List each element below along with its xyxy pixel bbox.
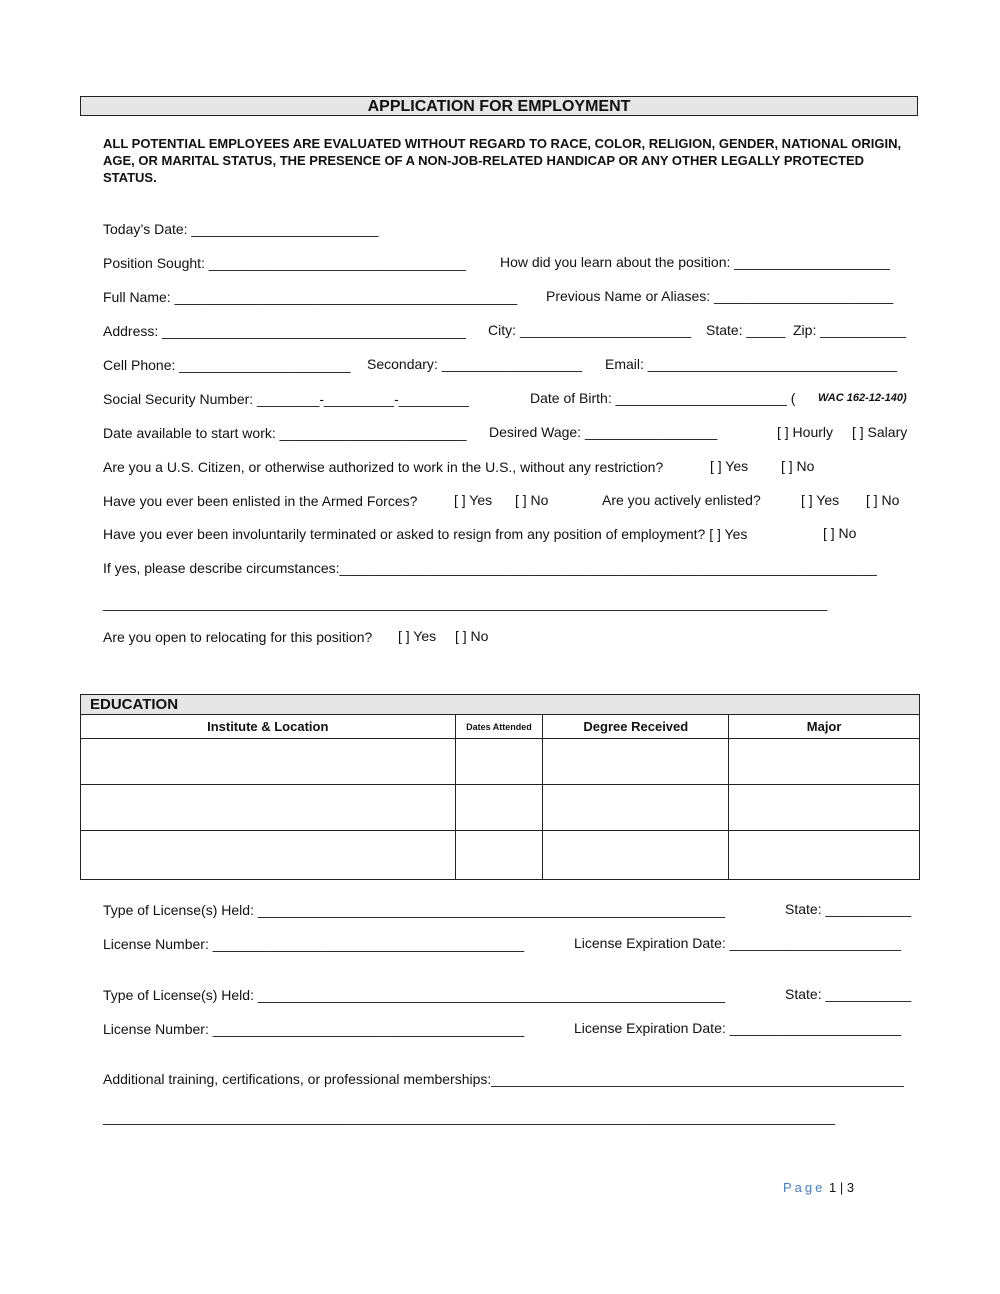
zip-field[interactable]: Zip: ___________: [793, 322, 906, 338]
terminated-question[interactable]: Have you ever been involuntarily terminated or asked to resign from any position of employment? [ ] Yes: [103, 526, 748, 542]
table-row: [81, 831, 920, 880]
major-cell[interactable]: [729, 739, 920, 785]
table-row: [81, 785, 920, 831]
education-table: [80, 714, 920, 880]
armed-yes-checkbox[interactable]: [ ] Yes: [454, 492, 493, 508]
license-number-field-2[interactable]: License Number: ________________________________________: [103, 1021, 525, 1037]
degree-cell[interactable]: [543, 785, 729, 831]
license-expiration-field-1[interactable]: License Expiration Date: ______________________: [574, 935, 901, 951]
title-bar: [80, 96, 918, 116]
relocate-question: Are you open to relocating for this position?: [103, 629, 373, 645]
todays-date-field[interactable]: Today’s Date: ________________________: [103, 221, 379, 237]
relocate-no-checkbox[interactable]: [ ] No: [455, 628, 489, 644]
institute-cell[interactable]: [81, 785, 456, 831]
license-state-field-2[interactable]: State: ___________: [785, 986, 912, 1002]
col-degree: Degree Received: [543, 715, 729, 739]
page-title: APPLICATION FOR EMPLOYMENT: [367, 98, 631, 115]
salary-checkbox[interactable]: [ ] Salary: [852, 424, 908, 440]
dob-field[interactable]: Date of Birth: ______________________ (: [530, 390, 796, 406]
degree-cell[interactable]: [543, 739, 729, 785]
degree-cell[interactable]: [543, 831, 729, 880]
circumstances-line-2[interactable]: _____________________________________________________________________________________________: [103, 595, 828, 611]
wac-reference: WAC 162-12-140): [818, 392, 907, 404]
address-field[interactable]: Address: _______________________________________: [103, 323, 466, 339]
col-dates: Dates Attended: [455, 715, 543, 739]
education-heading: EDUCATION: [90, 696, 179, 713]
license-state-field-1[interactable]: State: ___________: [785, 901, 912, 917]
state-field[interactable]: State: _____: [706, 322, 786, 338]
eeo-notice: ALL POTENTIAL EMPLOYEES ARE EVALUATED WITHOUT REGARD TO RACE, COLOR, RELIGION, GENDER, NATIONAL ORIGIN, AGE, OR MARITAL STATUS, THE PRESENCE OF A NON-JOB-RELATED HANDICAP OR ANY OTHER LEGALLY PROTECTED STATUS.: [103, 136, 902, 185]
previous-name-field[interactable]: Previous Name or Aliases: _______________________: [546, 288, 894, 304]
page-number: 1 | 3: [829, 1180, 855, 1195]
major-cell[interactable]: [729, 785, 920, 831]
hourly-checkbox[interactable]: [ ] Hourly: [777, 424, 834, 440]
col-institute: Institute & Location: [81, 715, 456, 739]
active-enlisted-question: Are you actively enlisted?: [602, 492, 761, 508]
page-footer: [783, 1180, 854, 1195]
ssn-field[interactable]: Social Security Number: ________-_________-_________: [103, 391, 469, 407]
armed-forces-question: Have you ever been enlisted in the Armed Forces?: [103, 493, 418, 509]
citizen-no-checkbox[interactable]: [ ] No: [781, 458, 815, 474]
education-header: [80, 694, 920, 714]
table-row: [81, 739, 920, 785]
license-type-field-2[interactable]: Type of License(s) Held: ____________________________________________________________: [103, 987, 726, 1003]
license-number-field-1[interactable]: License Number: ________________________________________: [103, 936, 525, 952]
how-learn-field[interactable]: How did you learn about the position: ____________________: [500, 254, 890, 270]
additional-training-field[interactable]: Additional training, certifications, or professional memberships:_____________________________________________________: [103, 1071, 904, 1087]
major-cell[interactable]: [729, 831, 920, 880]
page-label: Page: [783, 1180, 826, 1195]
city-field[interactable]: City: ______________________: [488, 322, 692, 338]
citizen-yes-checkbox[interactable]: [ ] Yes: [710, 458, 749, 474]
license-expiration-field-2[interactable]: License Expiration Date: ______________________: [574, 1020, 901, 1036]
dates-cell[interactable]: [455, 785, 543, 831]
secondary-phone-field[interactable]: Secondary: __________________: [367, 356, 582, 372]
email-field[interactable]: Email: ________________________________: [605, 356, 897, 372]
armed-no-checkbox[interactable]: [ ] No: [515, 492, 549, 508]
full-name-field[interactable]: Full Name: ____________________________________________: [103, 289, 518, 305]
active-yes-checkbox[interactable]: [ ] Yes: [801, 492, 840, 508]
dates-cell[interactable]: [455, 739, 543, 785]
license-type-field-1[interactable]: Type of License(s) Held: ____________________________________________________________: [103, 902, 726, 918]
institute-cell[interactable]: [81, 739, 456, 785]
cell-phone-field[interactable]: Cell Phone: ______________________: [103, 357, 351, 373]
relocate-yes-checkbox[interactable]: [ ] Yes: [398, 628, 437, 644]
additional-training-line-2[interactable]: ______________________________________________________________________________________________: [103, 1109, 835, 1125]
education-header-row: [81, 715, 920, 739]
date-available-field[interactable]: Date available to start work: ________________________: [103, 425, 467, 441]
active-no-checkbox[interactable]: [ ] No: [866, 492, 900, 508]
terminated-no-checkbox[interactable]: [ ] No: [823, 525, 857, 541]
dates-cell[interactable]: [455, 831, 543, 880]
institute-cell[interactable]: [81, 831, 456, 880]
circumstances-field[interactable]: If yes, please describe circumstances:_____________________________________________________________________: [103, 560, 877, 576]
position-sought-field[interactable]: Position Sought: _________________________________: [103, 255, 466, 271]
desired-wage-field[interactable]: Desired Wage: _________________: [489, 424, 718, 440]
col-major: Major: [729, 715, 920, 739]
citizen-question: Are you a U.S. Citizen, or otherwise authorized to work in the U.S., without any restriction?: [103, 459, 664, 475]
